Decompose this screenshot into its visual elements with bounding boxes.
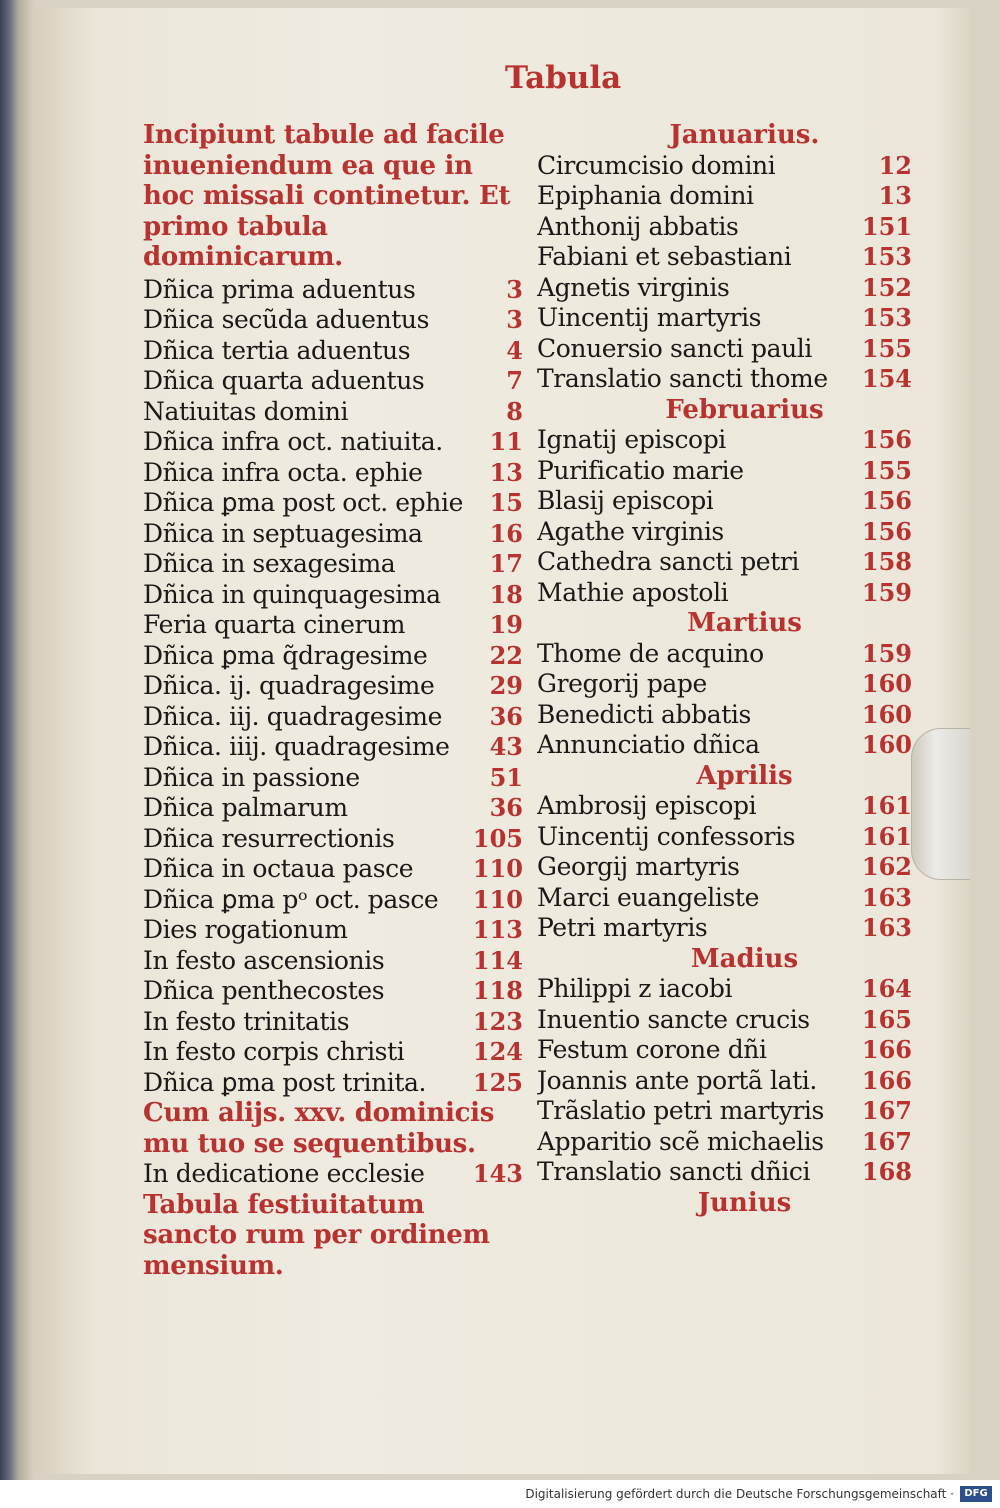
- table-row: [143, 763, 523, 794]
- entry-folio: 29: [489, 671, 523, 700]
- table-row: [143, 519, 523, 550]
- entry-folio: 155: [861, 333, 912, 363]
- entry-folio: 105: [472, 823, 523, 853]
- entry-folio: 125: [472, 1067, 523, 1097]
- table-row: [537, 273, 912, 304]
- entry-folio: 166: [861, 1035, 912, 1064]
- table-row: [143, 580, 523, 611]
- table-row: [537, 578, 912, 609]
- table-row: [143, 641, 523, 672]
- month-heading: Madius: [690, 943, 799, 974]
- table-row: [537, 1005, 912, 1036]
- entry-text: Georgij martyris: [537, 852, 740, 881]
- month-heading: Januarius.: [669, 120, 820, 150]
- entry-folio: 164: [861, 974, 912, 1003]
- month-heading: Aprilis: [696, 760, 793, 791]
- entry-text: Anthonij abbatis: [537, 211, 739, 241]
- table-row: [143, 854, 523, 885]
- table-row: [537, 1035, 912, 1066]
- entry-folio: 13: [489, 457, 523, 487]
- entry-folio: 167: [861, 1126, 912, 1156]
- entry-folio: 17: [489, 549, 523, 578]
- entry-folio: 4: [506, 335, 523, 365]
- entry-text: Apparitio scẽ michaelis: [537, 1126, 824, 1156]
- entry-text: In festo ascensionis: [143, 945, 385, 975]
- entry-folio: 161: [861, 821, 912, 851]
- entry-text: Circumcisio domini: [537, 150, 776, 180]
- table-row: [537, 364, 912, 395]
- right-column: [537, 120, 912, 1218]
- table-row: [143, 732, 523, 763]
- entry-folio: 166: [861, 1065, 912, 1095]
- entry-folio: 151: [861, 211, 912, 241]
- entry-text: Annunciatio dñica: [537, 730, 760, 759]
- entry-folio: 153: [861, 303, 912, 332]
- entry-folio: 43: [489, 732, 523, 761]
- table-row: [537, 974, 912, 1005]
- entry-folio: 7: [506, 366, 523, 395]
- page-clip: [911, 728, 970, 880]
- table-row: [143, 366, 523, 397]
- entry-folio: 11: [489, 427, 523, 456]
- table-row: [537, 822, 912, 853]
- table-row: [143, 793, 523, 824]
- entry-text: Dñica resurrectionis: [143, 823, 395, 853]
- entry-folio: 113: [472, 915, 523, 944]
- entry-text: Dies rogationum: [143, 915, 348, 944]
- entry-folio: 156: [861, 516, 912, 546]
- table-row: [537, 852, 912, 883]
- table-row: [537, 1157, 912, 1188]
- entry-text: Mathie apostoli: [537, 577, 729, 607]
- table-row: [143, 275, 523, 306]
- month-heading: Junius: [697, 1187, 792, 1218]
- entry-text: Translatio sancti thome: [537, 364, 828, 393]
- entry-text: Petri martyris: [537, 913, 708, 942]
- entry-folio: 159: [861, 638, 912, 668]
- entry-folio: 124: [472, 1037, 523, 1066]
- entry-folio: 158: [861, 547, 912, 576]
- entry-folio: 154: [861, 364, 912, 393]
- table-row: [143, 824, 523, 855]
- entry-folio: 12: [878, 150, 912, 180]
- table-row: [537, 151, 912, 182]
- entry-text: Dñica palmarum: [143, 793, 348, 822]
- entry-folio: 168: [861, 1157, 912, 1186]
- entry-text: Dñica in septuagesima: [143, 518, 423, 548]
- table-row: [537, 547, 912, 578]
- entry-text: Dñica. ij. quadragesime: [143, 671, 435, 700]
- table-row: [537, 700, 912, 731]
- table-row: [143, 702, 523, 733]
- entry-folio: 51: [489, 762, 523, 792]
- entry-folio: 114: [472, 945, 523, 975]
- entry-text: Dñica. iij. quadragesime: [143, 701, 442, 731]
- entry-folio: 156: [861, 486, 912, 515]
- table-row: [537, 486, 912, 517]
- table-row: [143, 488, 523, 519]
- table-row: [537, 730, 912, 761]
- entry-text: Translatio sancti dñici: [537, 1157, 811, 1186]
- entry-text: Dñica in sexagesima: [143, 549, 396, 578]
- footer-bar: [0, 1480, 1000, 1508]
- entry-folio: 160: [861, 730, 912, 759]
- entry-folio: 159: [861, 577, 912, 607]
- entry-text: Marci euangeliste: [537, 882, 759, 912]
- entry-text: Dñica infra oct. natiuita.: [143, 427, 443, 456]
- table-row: [537, 1066, 912, 1097]
- left-column: [143, 120, 523, 1281]
- table-row: [143, 305, 523, 336]
- entry-text: Blasij episcopi: [537, 486, 714, 515]
- entry-text: In festo corpis christi: [143, 1037, 405, 1066]
- entry-text: Ambrosij episcopi: [537, 791, 757, 820]
- entry-folio: 160: [861, 699, 912, 729]
- table-row: [537, 1127, 912, 1158]
- month-heading: Februarius: [665, 394, 824, 425]
- entry-folio: 22: [489, 640, 523, 670]
- table-row: [537, 334, 912, 365]
- funding-credit: Digitalisierung gefördert durch die Deutsche Forschungsgemeinschaft ·: [525, 1487, 954, 1501]
- table-row: [143, 549, 523, 580]
- entry-folio: 18: [489, 579, 523, 609]
- entry-text: Feria quarta cinerum: [143, 610, 406, 639]
- entry-folio: 36: [489, 701, 523, 731]
- entry-text: Dñica tertia aduentus: [143, 335, 411, 365]
- entry-text: In dedicatione ecclesie: [143, 1159, 425, 1188]
- entry-text: Dñica in octaua pasce: [143, 854, 414, 883]
- entry-text: Natiuitas domini: [143, 396, 349, 426]
- entry-text: Ignatij episcopi: [537, 425, 726, 454]
- entry-text: Dñica secũda aduentus: [143, 305, 430, 334]
- table-row: [537, 181, 912, 212]
- entry-folio: 110: [472, 854, 523, 883]
- intro-rubric: Incipiunt tabule ad facile inueniendum ea que in hoc missali continetur. Et primo tabula dominicarum.: [143, 120, 511, 272]
- entry-text: Dñica infra octa. ephie: [143, 457, 423, 487]
- closing-rubric: Tabula festiuitatum sancto rum per ordinem mensium.: [143, 1189, 490, 1281]
- entry-text: Dñica in passione: [143, 762, 360, 792]
- entry-text: Dñica. iiij. quadragesime: [143, 732, 450, 761]
- rubric-note: Cum alijs. xxv. dominicis mu tuo se sequentibus.: [143, 1098, 495, 1159]
- entry-folio: 155: [861, 455, 912, 485]
- entry-folio: 3: [506, 305, 523, 334]
- entry-text: Gregorij pape: [537, 669, 707, 698]
- entry-text: Fabiani et sebastiani: [537, 242, 792, 271]
- entry-folio: 165: [861, 1004, 912, 1034]
- table-row: [537, 669, 912, 700]
- entry-text: Trãslatio petri martyris: [537, 1096, 824, 1125]
- table-row: [537, 883, 912, 914]
- table-row: [537, 791, 912, 822]
- entry-text: Inuentio sancte crucis: [537, 1004, 810, 1034]
- table-row: [143, 885, 523, 916]
- entry-folio: 163: [861, 882, 912, 912]
- table-row: [143, 427, 523, 458]
- table-row: [537, 212, 912, 243]
- entry-text: Dñica prima aduentus: [143, 274, 416, 304]
- table-row: [143, 610, 523, 641]
- entry-folio: 118: [472, 976, 523, 1005]
- entry-folio: 15: [489, 488, 523, 517]
- table-row: [537, 303, 912, 334]
- entry-text: Uincentij martyris: [537, 303, 762, 332]
- table-row: [143, 946, 523, 977]
- table-row: [537, 242, 912, 273]
- table-row: [143, 336, 523, 367]
- dfg-logo: DFG: [960, 1486, 992, 1502]
- entry-text: Purificatio marie: [537, 455, 744, 485]
- entry-text: Benedicti abbatis: [537, 699, 751, 729]
- table-row: [143, 1037, 523, 1068]
- table-row: [143, 915, 523, 946]
- table-row: [537, 456, 912, 487]
- entry-text: Cathedra sancti petri: [537, 547, 799, 576]
- entry-folio: 8: [506, 396, 523, 426]
- entry-text: Dñica ꝑma post trinita.: [143, 1067, 427, 1097]
- table-row: [143, 976, 523, 1007]
- entry-folio: 162: [861, 852, 912, 881]
- entry-folio: 167: [861, 1096, 912, 1125]
- entry-folio: 110: [472, 884, 523, 914]
- entry-folio: 123: [472, 1006, 523, 1036]
- entry-folio: 3: [506, 274, 523, 304]
- entry-folio: 153: [861, 242, 912, 271]
- entry-folio: 19: [489, 610, 523, 639]
- page-heading: Tabula: [505, 60, 622, 96]
- entry-text: Dñica quarta aduentus: [143, 366, 425, 395]
- dominical-list: [143, 275, 523, 1099]
- dedication-row: [143, 1159, 523, 1190]
- entry-folio: 163: [861, 913, 912, 942]
- table-row: [537, 639, 912, 670]
- table-row: [537, 425, 912, 456]
- entry-text: Dñica ꝑma q̃dragesime: [143, 640, 428, 670]
- entry-folio: 152: [861, 272, 912, 302]
- entry-folio: 13: [878, 181, 912, 210]
- entry-folio: 160: [861, 669, 912, 698]
- table-row: [537, 913, 912, 944]
- entry-text: Dñica penthecostes: [143, 976, 385, 1005]
- entry-folio: 156: [861, 425, 912, 454]
- entry-text: Agnetis virginis: [537, 272, 730, 302]
- book-spine: [0, 0, 36, 1480]
- entry-text: Joannis ante portã lati.: [537, 1065, 817, 1095]
- entry-text: Uincentij confessoris: [537, 821, 796, 851]
- entry-text: Conuersio sancti pauli: [537, 333, 812, 363]
- table-row: [143, 458, 523, 489]
- entry-text: In festo trinitatis: [143, 1006, 350, 1036]
- table-row: [537, 1096, 912, 1127]
- table-row: [143, 1007, 523, 1038]
- entry-folio: 143: [472, 1159, 523, 1188]
- entry-text: Dñica in quinquagesima: [143, 579, 441, 609]
- entry-text: Thome de acquino: [537, 638, 764, 668]
- entry-folio: 36: [489, 793, 523, 822]
- month-heading: Martius: [687, 608, 802, 638]
- entry-text: Dñica ꝑma post oct. ephie: [143, 488, 463, 517]
- table-row: [143, 1068, 523, 1099]
- entry-text: Dñica ꝑma pᵒ oct. pasce: [143, 884, 439, 914]
- entry-text: Festum corone dñi: [537, 1035, 767, 1064]
- table-row: [143, 397, 523, 428]
- entry-text: Epiphania domini: [537, 181, 754, 210]
- entry-folio: 16: [489, 518, 523, 548]
- entry-folio: 161: [861, 791, 912, 820]
- entry-text: Philippi z iacobi: [537, 974, 733, 1003]
- table-row: [537, 517, 912, 548]
- table-row: [143, 671, 523, 702]
- entry-text: Agathe virginis: [537, 516, 724, 546]
